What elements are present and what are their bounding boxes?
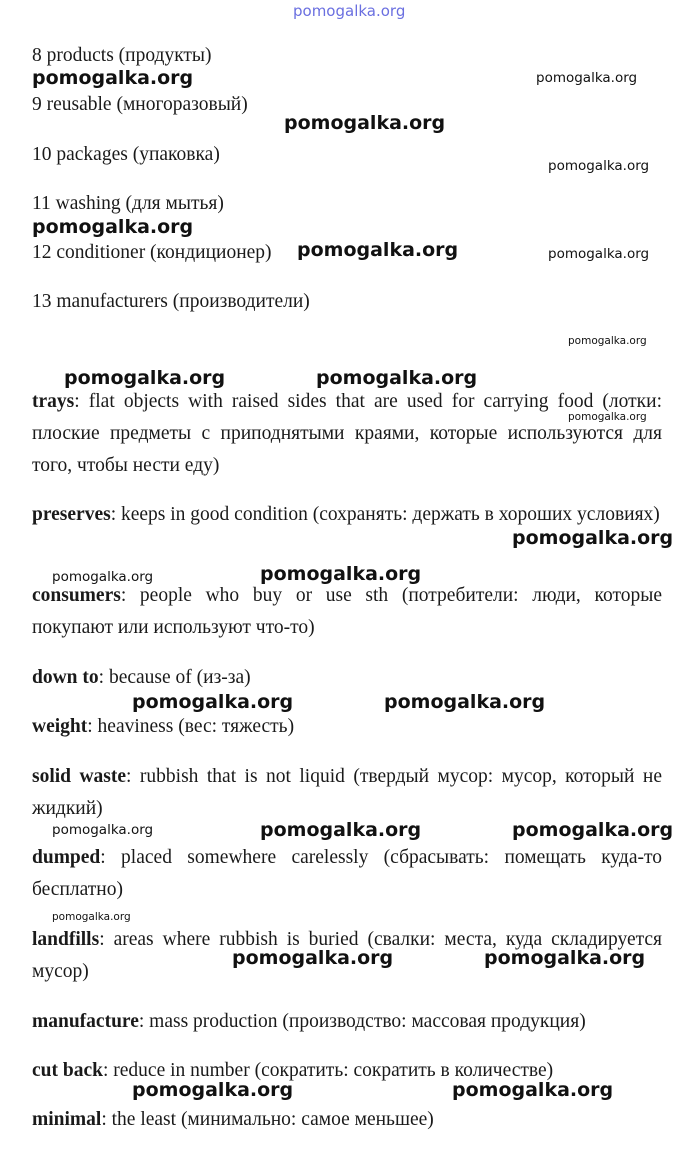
list-item: 11 washing (для мытья) — [32, 193, 224, 214]
watermark: pomogalka.org — [536, 70, 638, 86]
watermark: pomogalka.org — [512, 819, 674, 841]
watermark: pomogalka.org — [284, 112, 446, 134]
watermark: pomogalka.org — [232, 947, 394, 969]
list-item: 9 reusable (многоразовый) — [32, 94, 248, 115]
glossary-term: trays — [32, 391, 75, 412]
glossary-term: minimal — [32, 1109, 102, 1130]
watermark: pomogalka.org — [260, 563, 422, 585]
watermark: pomogalka.org — [316, 367, 478, 389]
watermark: pomogalka.org — [52, 822, 154, 838]
watermark: pomogalka.org — [52, 569, 154, 585]
list-item: 8 products (продукты) — [32, 45, 212, 66]
watermark: pomogalka.org — [484, 947, 646, 969]
list-item: 12 conditioner (кондиционер) — [32, 242, 272, 263]
glossary-entry: weight: heaviness (вес: тяжесть) — [32, 716, 295, 737]
watermark: pomogalka.org — [64, 367, 226, 389]
watermark: pomogalka.org — [297, 239, 459, 261]
watermark: pomogalka.org — [32, 67, 194, 89]
watermark: pomogalka.org — [132, 691, 294, 713]
watermark: pomogalka.org — [132, 1079, 294, 1101]
glossary-term: solid waste — [32, 766, 127, 787]
glossary-entry: manufacture: mass production (производство: массовая продукция) — [32, 1011, 586, 1032]
watermark: pomogalka.org — [548, 246, 650, 262]
glossary-entry: preserves: keeps in good condition (сохранять: держать в хороших условиях) — [32, 504, 660, 525]
watermark: pomogalka.org — [260, 819, 422, 841]
watermark: pomogalka.org — [568, 335, 647, 347]
glossary-term: down to — [32, 667, 99, 688]
list-item: 10 packages (упаковка) — [32, 144, 220, 165]
glossary-term: preserves — [32, 504, 111, 525]
glossary-term: cut back — [32, 1060, 103, 1081]
glossary-entry: down to: because of (из-за) — [32, 667, 251, 688]
watermark: pomogalka.org — [52, 911, 131, 923]
glossary-term: manufacture — [32, 1011, 139, 1032]
glossary-entry: dumped: placed somewhere carelessly (сбрасывать: помещать куда-то бесплатно) — [32, 847, 662, 900]
glossary-entry: landfills: areas where rubbish is buried (свалки: места, куда складируется мусор) — [32, 929, 662, 982]
list-item: 13 manufacturers (производители) — [32, 291, 310, 312]
glossary-entry: consumers: people who buy or use sth (потребители: люди, которые покупают или используют что-то) — [32, 585, 662, 638]
watermark: pomogalka.org — [452, 1079, 614, 1101]
glossary-term: landfills — [32, 929, 100, 950]
watermark: pomogalka.org — [548, 158, 650, 174]
glossary-term: dumped — [32, 847, 101, 868]
glossary-entry: solid waste: rubbish that is not liquid (твердый мусор: мусор, который не жидкий) — [32, 766, 663, 819]
glossary-term: weight — [32, 716, 88, 737]
watermark: pomogalka.org — [384, 691, 546, 713]
watermark: pomogalka.org — [512, 527, 674, 549]
glossary-entry: cut back: reduce in number (сократить: сократить в количестве) — [32, 1060, 554, 1081]
glossary-term: consumers — [32, 585, 121, 606]
glossary-entry: minimal: the least (минимально: самое меньшее) — [32, 1109, 434, 1130]
header-watermark: pomogalka.org — [293, 2, 406, 20]
watermark: pomogalka.org — [32, 216, 194, 238]
watermark: pomogalka.org — [568, 411, 647, 423]
glossary-entry: trays: flat objects with raised sides that are used for carrying food (лотки: плоские предметы с приподнятыми краями, которые используются для того, чтобы нести еду) — [32, 391, 662, 476]
